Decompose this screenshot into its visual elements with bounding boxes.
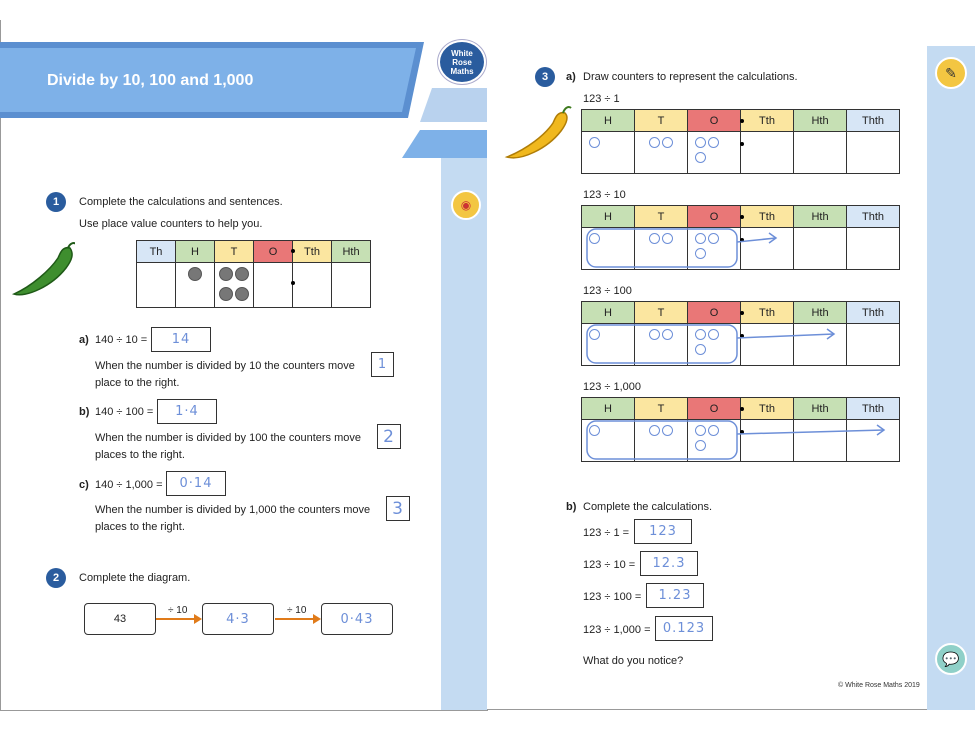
q1a-label: a) [79,334,89,346]
q3b-label: b) [566,501,577,513]
col-h: H [176,241,215,263]
col-header: Hth [794,110,847,132]
q1c-calc: 140 ÷ 1,000 = [95,479,163,491]
counter [219,267,233,281]
q3-table-calc: 123 ÷ 100 [583,285,632,297]
decimal-point [291,281,295,285]
col-header: T [635,302,688,324]
q1-instruction-2: Use place value counters to help you. [79,218,263,230]
q3-table-calc: 123 ÷ 1 [583,93,620,105]
q1b-sentence: When the number is divided by 100 the counters move [95,432,361,444]
left-side-strip [441,158,487,710]
q1c-sentence: When the number is divided by 1,000 the counters move [95,504,371,516]
q1a-sentence-2: place to the right. [95,377,180,389]
reasoning-icon: ◉ [451,190,481,220]
col-header: Tth [741,110,794,132]
q3a-instruction: Draw counters to represent the calculations. [583,71,798,83]
decimal-point [740,119,744,123]
q1c-move-box[interactable]: 3 [386,496,410,521]
counter [219,287,233,301]
col-header: O [688,398,741,420]
decimal-point [740,311,744,315]
arrow-2 [275,612,322,626]
yellow-pepper-icon [503,103,573,161]
decimal-point [740,215,744,219]
drawn-counter [589,137,600,148]
ones-cell [688,132,741,174]
col-hth: Hth [332,241,371,263]
q3b-answer-3[interactable]: 1.23 [646,583,704,608]
q3b-calc-3: 123 ÷ 100 = [583,591,642,603]
drawn-counter [695,152,706,163]
drawn-counter [649,137,660,148]
counter [188,267,202,281]
counter [235,267,249,281]
page-title: Divide by 10, 100 and 1,000 [47,72,254,89]
col-header: H [582,302,635,324]
drawn-arrow [580,226,900,276]
decimal-point [740,142,744,146]
hundreds-cell [176,263,215,308]
col-header: Thth [847,206,900,228]
copyright: © White Rose Maths 2019 [838,682,920,689]
speech-icon: 💬 [935,643,967,675]
diagram-mid-box[interactable]: 4·3 [202,603,274,635]
title-banner [0,40,487,160]
col-header: O [688,110,741,132]
col-header: Hth [794,398,847,420]
q1b-sentence-2: places to the right. [95,449,185,461]
q3b-instruction: Complete the calculations. [583,501,713,513]
hundreds-cell [582,132,635,174]
q3-table-calc: 123 ÷ 1,000 [583,381,642,393]
question-3-number: 3 [535,67,555,87]
counter [235,287,249,301]
q1a-calc: 140 ÷ 10 = [95,334,148,346]
q1c-answer-box[interactable]: 0·14 [166,471,226,496]
col-header: H [582,398,635,420]
question-1-number: 1 [46,192,66,212]
col-header: T [635,110,688,132]
pencil-icon: ✎ [935,57,967,89]
diagram-op-2: ÷ 10 [287,605,307,616]
col-header: Hth [794,206,847,228]
col-header: Hth [794,302,847,324]
green-pepper-icon [10,240,75,300]
arrow-1 [156,612,203,626]
q1b-label: b) [79,406,90,418]
right-side-strip [927,46,975,710]
q3-table-calc: 123 ÷ 10 [583,189,626,201]
notice-question: What do you notice? [583,655,684,667]
drawn-arrow [580,418,900,468]
col-header: Tth [741,398,794,420]
col-header: O [688,206,741,228]
drawn-counter [708,137,719,148]
q3a-label: a) [566,71,576,83]
col-header: H [582,206,635,228]
q3b-calc-1: 123 ÷ 1 = [583,527,630,539]
col-header: Tth [741,206,794,228]
col-header: T [635,206,688,228]
q1a-answer-box[interactable]: 14 [151,327,211,352]
right-page-bottom-line [487,709,927,710]
q3b-answer-4[interactable]: 0.123 [655,616,713,641]
drawn-arrow [580,322,900,372]
decimal-point [291,249,295,253]
tens-cell [215,263,254,308]
col-o: O [254,241,293,263]
decimal-point [740,407,744,411]
col-header: Thth [847,302,900,324]
col-tth: Tth [293,241,332,263]
col-header: O [688,302,741,324]
diagram-end-box[interactable]: 0·43 [321,603,393,635]
diagram-start-box: 43 [84,603,156,635]
q3b-calc-4: 123 ÷ 1,000 = [583,624,651,636]
q1c-sentence-2: places to the right. [95,521,185,533]
q1a-sentence: When the number is divided by 10 the counters move [95,360,355,372]
q1b-answer-box[interactable]: 1·4 [157,399,217,424]
white-rose-logo: White Rose Maths [438,40,486,84]
q1c-label: c) [79,479,89,491]
q1b-calc: 140 ÷ 100 = [95,406,154,418]
col-header: Thth [847,398,900,420]
col-header: T [635,398,688,420]
q3b-answer-1[interactable]: 123 [634,519,692,544]
q1-place-value-table [136,240,371,308]
q1a-move-box[interactable]: 1 [371,352,394,377]
col-header: H [582,110,635,132]
col-header: Tth [741,302,794,324]
col-th: Th [137,241,176,263]
drawn-counter [695,137,706,148]
diagram-op-1: ÷ 10 [168,605,188,616]
col-t: T [215,241,254,263]
drawn-counter [662,137,673,148]
tens-cell [635,132,688,174]
q1-instruction: Complete the calculations and sentences. [79,196,283,208]
question-2-number: 2 [46,568,66,588]
col-header: Thth [847,110,900,132]
q3b-answer-2[interactable]: 12.3 [640,551,698,576]
q3b-calc-2: 123 ÷ 10 = [583,559,636,571]
q2-instruction: Complete the diagram. [79,572,191,584]
q1b-move-box[interactable]: 2 [377,424,401,449]
